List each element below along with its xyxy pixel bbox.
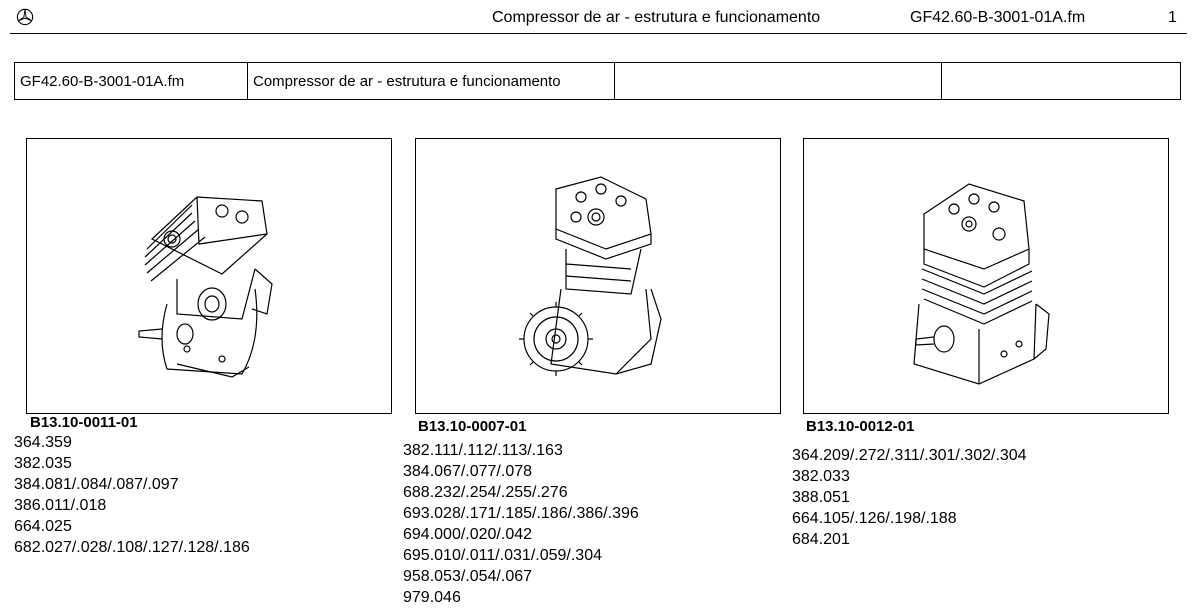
part-number: 684.201	[792, 531, 850, 548]
part-number: 958.053/.054/.067	[403, 568, 533, 585]
part-number: 364.209/.272/.311/.301/.302/.304	[792, 447, 1027, 464]
figure-code-2: B13.10-0007-01	[418, 418, 527, 435]
part-number: 979.046	[403, 589, 461, 606]
part-number: 664.025	[14, 518, 72, 535]
part-number: 688.232/.254/.255/.276	[403, 484, 568, 501]
brand-star-logo-icon	[16, 8, 34, 26]
header-file-name: GF42.60-B-3001-01A.fm	[910, 9, 1086, 26]
page-header	[0, 0, 1200, 34]
info-cell-file: GF42.60-B-3001-01A.fm	[15, 63, 248, 100]
part-numbers-1	[14, 432, 250, 558]
info-cell-empty-1	[615, 63, 942, 100]
part-numbers-2	[403, 440, 639, 608]
compressor-illustration-2	[416, 139, 780, 413]
compressor-illustration-3	[804, 139, 1168, 413]
part-number: 695.010/.011/.031/.059/.304	[403, 547, 602, 564]
part-number: 386.011/.018	[14, 497, 107, 514]
compressor-illustration-1	[27, 139, 391, 413]
figure-code-3: B13.10-0012-01	[806, 418, 915, 435]
document-info-table	[14, 62, 1181, 100]
part-number: 382.111/.112/.113/.163	[403, 442, 563, 459]
info-cell-empty-2	[942, 63, 1181, 100]
part-number: 694.000/.020/.042	[403, 526, 533, 543]
part-number: 382.035	[14, 455, 72, 472]
part-number: 384.067/.077/.078	[403, 463, 533, 480]
info-cell-title: Compressor de ar - estrutura e funcionamento	[248, 63, 615, 100]
part-number: 384.081/.084/.087/.097	[14, 476, 179, 493]
part-number: 693.028/.171/.185/.186/.386/.396	[403, 505, 639, 522]
figure-compressor-2	[415, 138, 781, 414]
part-number: 364.359	[14, 434, 72, 451]
figure-compressor-1	[26, 138, 392, 414]
header-rule	[10, 33, 1187, 34]
part-numbers-3	[792, 445, 1027, 550]
page-number: 1	[1168, 9, 1177, 26]
part-number: 664.105/.126/.198/.188	[792, 510, 957, 527]
part-number: 682.027/.028/.108/.127/.128/.186	[14, 539, 250, 556]
figure-code-1: B13.10-0011-01	[30, 414, 138, 431]
header-title: Compressor de ar - estrutura e funcionamento	[492, 9, 821, 26]
part-number: 382.033	[792, 468, 850, 485]
figure-compressor-3	[803, 138, 1169, 414]
document-info-row	[15, 63, 1181, 100]
part-number: 388.051	[792, 489, 850, 506]
